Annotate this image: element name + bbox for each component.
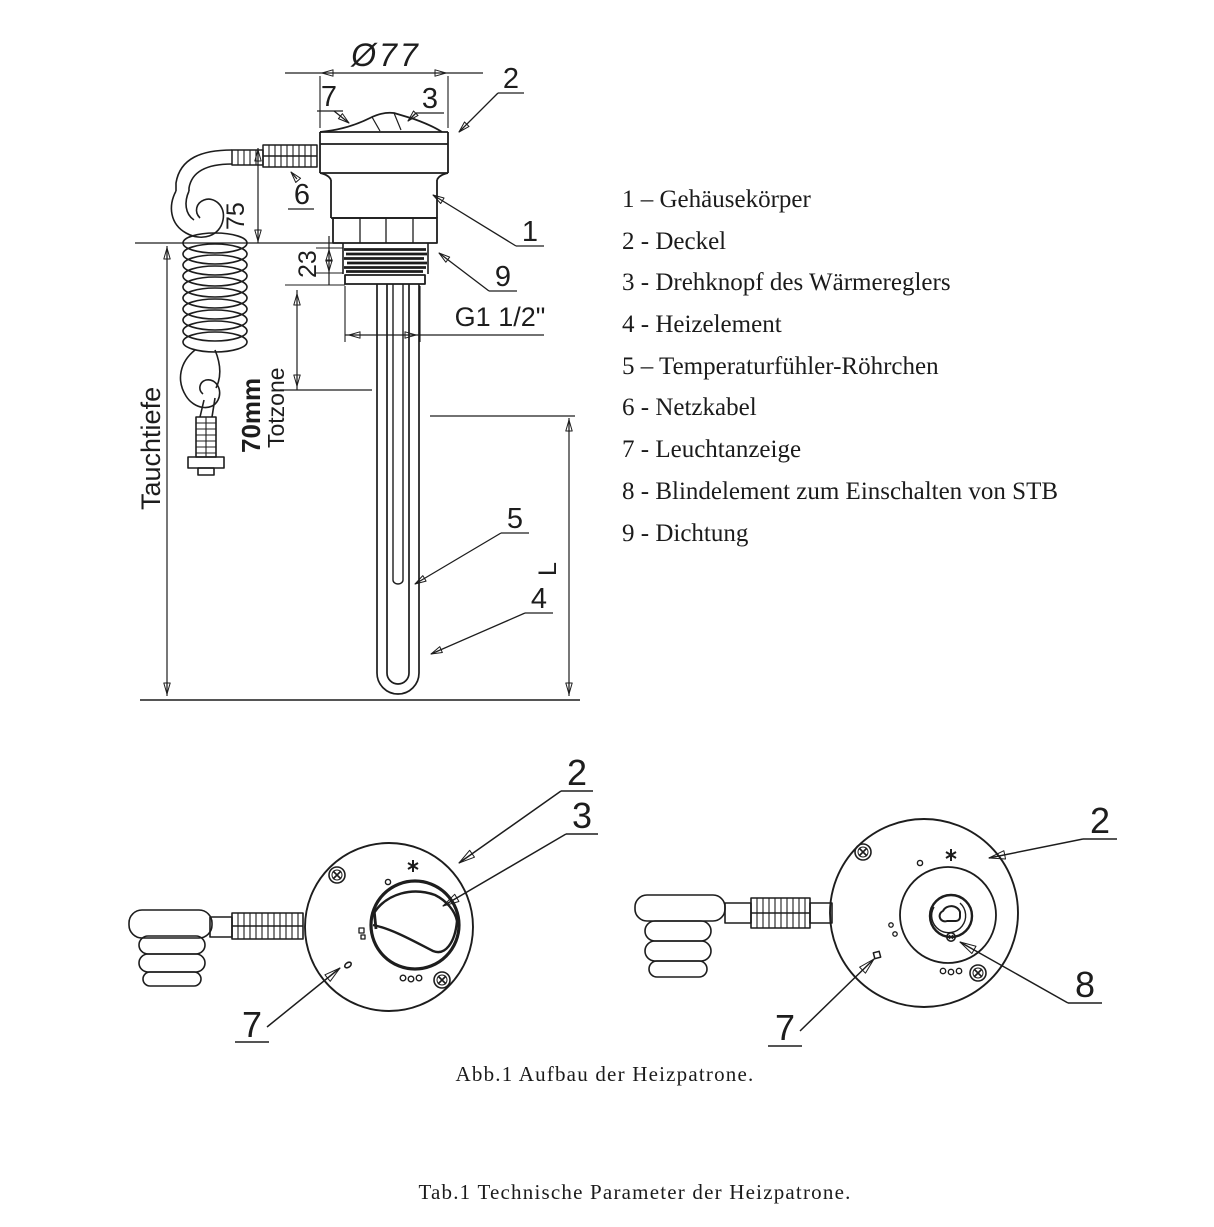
legend-item-1: 1 – Gehäusekörper — [622, 186, 811, 213]
callout-3: 3 — [571, 795, 593, 836]
callout-7: 7 — [241, 1004, 263, 1045]
frost-symbol-icon — [408, 860, 418, 872]
left-view-callouts — [235, 752, 598, 1045]
callout-8: 8 — [1074, 964, 1096, 1005]
dim-thread-size — [345, 286, 545, 342]
indicator-lamp — [344, 961, 353, 969]
thermostat-knob — [371, 881, 459, 969]
legend-item-3: 3 - Drehknopf des Wärmereglers — [622, 269, 951, 297]
frost-symbol-icon — [946, 849, 956, 861]
dim-75-text: 75 — [222, 202, 250, 230]
dim-deadzone — [236, 285, 372, 453]
callout-3: 3 — [421, 83, 439, 115]
cover-screw-icon — [855, 844, 986, 981]
plug — [188, 417, 224, 475]
heating-element-tubes — [377, 284, 419, 694]
legend-item-6: 6 - Netzkabel — [622, 394, 757, 422]
dial-mini-mark — [359, 928, 365, 939]
bottom-view-with-knob — [115, 745, 635, 1055]
legend-item-7: 7 - Leuchtanzeige — [622, 436, 802, 464]
callout-2: 2 — [566, 752, 588, 793]
thread-section — [343, 243, 428, 274]
callout-2: 2 — [502, 63, 520, 95]
hex-nut — [333, 218, 437, 243]
cable-left — [635, 895, 832, 977]
dial-scale-dots — [940, 968, 961, 974]
seal-washer — [345, 275, 425, 284]
dial-dot — [385, 879, 390, 884]
dim-thread-size-text: G1 1/2" — [454, 302, 546, 332]
legend-item-5: 5 – Temperaturfühler-Röhrchen — [622, 352, 939, 380]
callout-1: 1 — [521, 216, 539, 248]
dim-diameter-text: Ø77 — [351, 37, 421, 73]
parts-legend — [622, 186, 1102, 561]
knob-grip-wave — [373, 892, 457, 952]
dial-dot — [917, 860, 922, 865]
regulator-spindle — [930, 895, 972, 937]
sensor-tube — [393, 284, 403, 580]
dim-length — [430, 416, 575, 696]
cable-gland — [232, 145, 317, 167]
main-technical-drawing — [120, 28, 620, 738]
callout-7: 7 — [320, 81, 338, 113]
figure-caption: Abb.1 Aufbau der Heizpatrone. — [455, 1062, 755, 1086]
callout-5: 5 — [506, 503, 524, 535]
table-caption: Tab.1 Technische Parameter der Heizpatrone. — [418, 1180, 852, 1204]
dim-length-text: L — [534, 562, 562, 576]
callout-4: 4 — [530, 583, 548, 615]
callout-2: 2 — [1089, 800, 1111, 841]
legend-item-8: 8 - Blindelement zum Einschalten von STB — [622, 477, 1059, 505]
callout-6: 6 — [293, 179, 311, 211]
legend-item-2: 2 - Deckel — [622, 227, 727, 255]
main-callouts — [288, 63, 553, 654]
callout-7: 7 — [774, 1007, 796, 1048]
dim-deadzone-label: Totzone — [263, 367, 289, 448]
cap-outline — [320, 113, 448, 218]
legend-item-4: 4 - Heizelement — [622, 311, 782, 339]
indicator-lamp — [873, 951, 880, 958]
dim-23-text: 23 — [294, 250, 322, 278]
dial-mini-mark — [889, 923, 897, 936]
dim-diameter — [285, 37, 483, 128]
dim-deadzone-value: 70mm — [236, 377, 266, 453]
legend-item-9: 9 - Dichtung — [622, 519, 749, 547]
cable-left — [129, 910, 303, 986]
knob-profile — [320, 113, 442, 132]
knob-recess — [900, 867, 996, 963]
dial-scale-dots — [400, 975, 422, 982]
dim-75 — [222, 148, 258, 243]
dim-immersion-text: Tauchtiefe — [136, 386, 166, 510]
right-view-callouts — [768, 800, 1117, 1048]
cord-coil — [183, 233, 247, 352]
callout-9: 9 — [494, 261, 512, 293]
bottom-view-knob-removed — [620, 745, 1140, 1055]
cover-disc — [830, 819, 1018, 1007]
